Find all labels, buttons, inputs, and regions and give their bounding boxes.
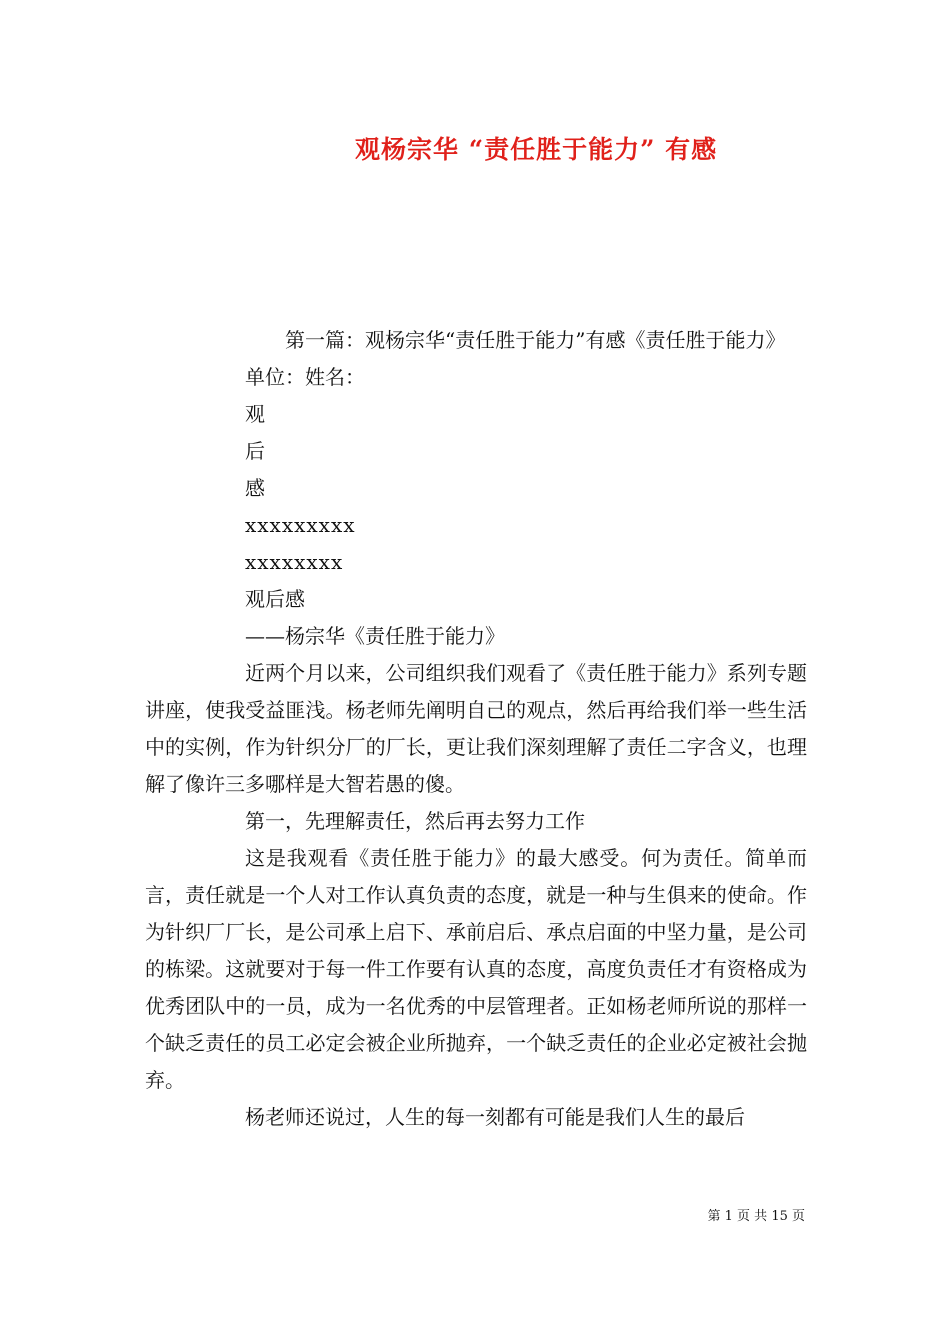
- paragraph-3: 杨老师还说过，人生的每一刻都有可能是我们人生的最后: [245, 1105, 745, 1129]
- heading-line: 第一篇：观杨宗华“责任胜于能力”有感《责任胜于能力》: [285, 328, 786, 352]
- paragraph-1: 近两个月以来，公司组织我们观看了《责任胜于能力》系列专题讲座，使我受益匪浅。杨老师先阐明自己的观点，然后再给我们举一些生活中的实例，作为针织分厂的厂长，更让我们深刻理解了责任二字含义，也理解了像许三多哪样是大智若愚的傻。: [145, 661, 807, 796]
- vertical-char-3: 感: [245, 476, 265, 500]
- point-1: 第一，先理解责任，然后再去努力工作: [245, 809, 585, 833]
- placeholder-line-2: xxxxxxxx: [245, 550, 344, 574]
- document-title: 观杨宗华 “责任胜于能力” 有感: [355, 135, 718, 164]
- subtitle: 观后感: [245, 587, 305, 611]
- placeholder-line-1: xxxxxxxxx: [245, 513, 356, 537]
- paragraph-2: 这是我观看《责任胜于能力》的最大感受。何为责任。简单而言，责任就是一个人对工作认真负责的态度，就是一种与生俱来的使命。作为针织厂厂长，是公司承上启下、承前启后、承点启面的中坚力量，是公司的栋梁。这就要对于每一件工作要有认真的态度，高度负责任才有资格成为优秀团队中的一员，成为一名优秀的中层管理者。正如杨老师所说的那样一个缺乏责任的员工必定会被企业所抛弃，一个缺乏责任的企业必定被社会抛弃。: [145, 846, 807, 1092]
- vertical-char-2: 后: [245, 439, 265, 463]
- document-body: [145, 322, 807, 1136]
- page-footer: 第 1 页 共 15 页: [707, 1209, 805, 1224]
- source-line: ——杨宗华《责任胜于能力》: [245, 624, 505, 648]
- unit-name-line: 单位：姓名：: [245, 365, 365, 389]
- vertical-char-1: 观: [245, 402, 265, 426]
